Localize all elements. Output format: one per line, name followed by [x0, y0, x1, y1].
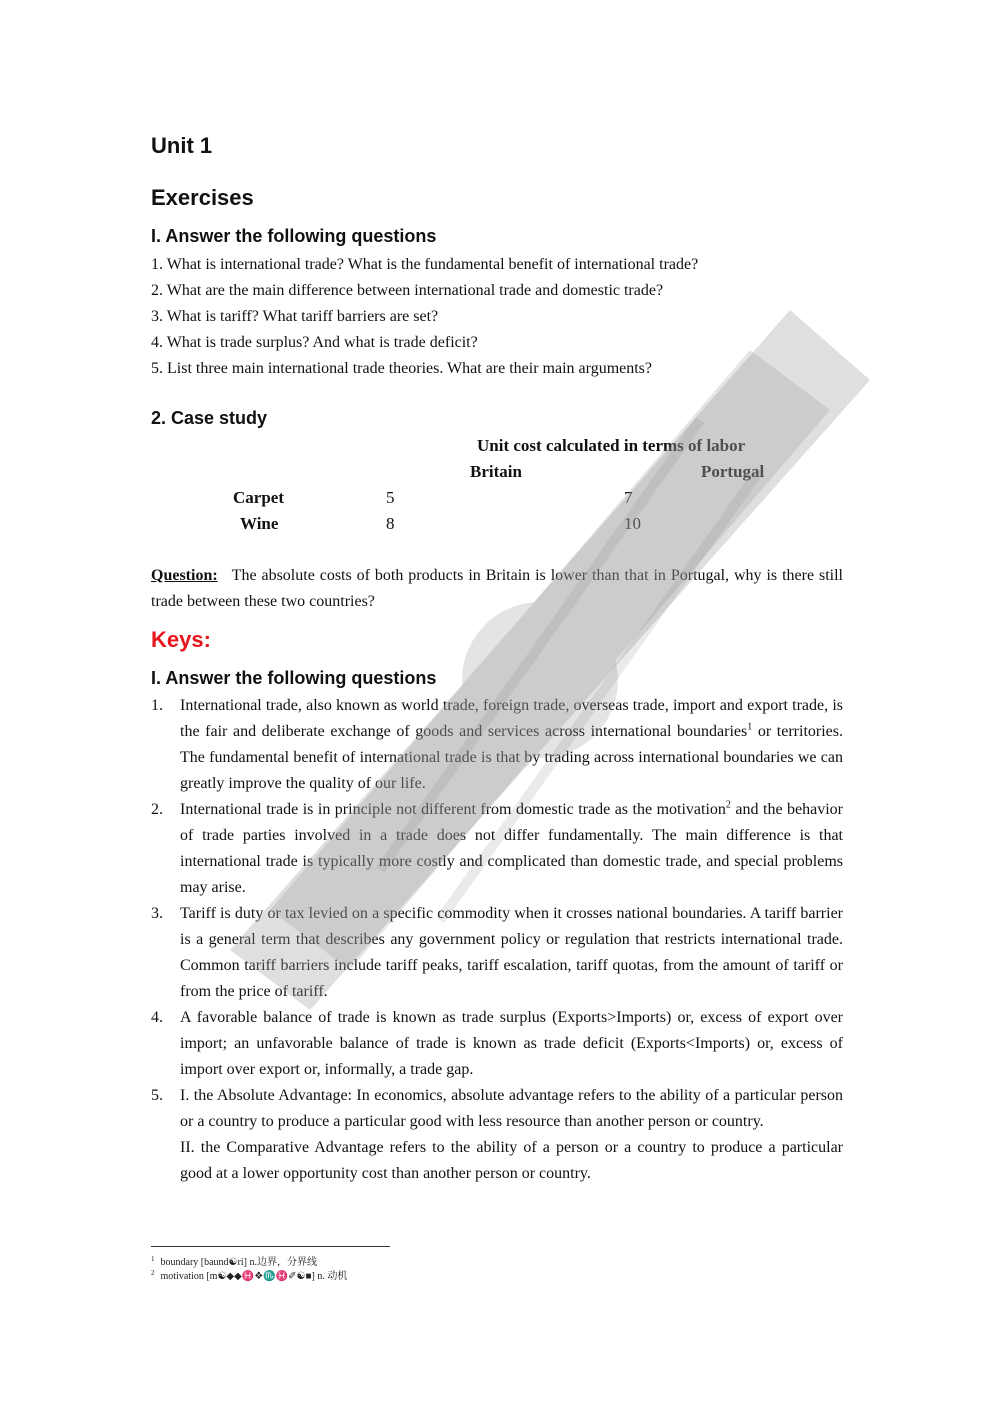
section1-title: I. Answer the following questions: [151, 226, 437, 246]
answer-item: [151, 797, 843, 901]
answer-item: [151, 901, 843, 1005]
column-header-britain: Britain: [470, 462, 522, 481]
carpet-portugal-value: 7: [624, 488, 633, 507]
question-item: 2. What are the main difference between international trade and domestic trade?: [151, 282, 664, 299]
footnotes: [151, 1256, 347, 1284]
row-label-carpet: Carpet: [233, 488, 284, 507]
answer-text: Tariff is duty or tax levied on a specific commodity when it crosses national boundaries. A tariff barrier is a general term that describes any government policy or regulation that restricts international trade. Common tariff barriers include tariff peaks, tariff escalation, tariff quotas, from the amount of tariff or from the price of tariff.: [180, 905, 843, 1000]
footnote: $^2$ motivation [m☯◆◆♓❖♏♓✐☯■] n. 动机: [151, 1268, 348, 1282]
answer-text: International trade is in principle not different from domestic trade as the motivation: [180, 801, 726, 818]
answer-number: 5.: [151, 1087, 163, 1104]
answer-item: [151, 1083, 843, 1187]
case-question: [151, 563, 843, 615]
answer-number: 3.: [151, 905, 163, 922]
column-header-portugal: Portugal: [701, 462, 765, 481]
answer-text: and the behavior of trade parties involved in a trade does not differ fundamentally. The main difference is that international trade is typically more costly and complicated than domestic trade, and special problems may arise.: [180, 801, 844, 896]
answer-number: 2.: [151, 801, 163, 818]
question-label: Question:: [151, 567, 218, 584]
exercises-title: Exercises: [151, 185, 254, 210]
wine-britain-value: 8: [386, 514, 395, 533]
wine-portugal-value: 10: [624, 514, 641, 533]
answers-list: [151, 693, 843, 1187]
answer-number: 4.: [151, 1009, 163, 1026]
answer-item: [151, 1005, 843, 1083]
footnote-divider: [151, 1246, 390, 1247]
unit-title: Unit 1: [151, 133, 213, 158]
answer-text: International trade, also known as world trade, foreign trade, overseas trade, import and export trade, is the fair and deliberate exchange of goods and services across international boundaries: [180, 697, 843, 740]
table-caption: Unit cost calculated in terms of labor: [477, 436, 746, 455]
keys-section-title: I. Answer the following questions: [151, 668, 437, 688]
answer-text: II. the Comparative Advantage refers to the ability of a person or a country to produce a particular good at a lower opportunity cost than another person or country.: [180, 1139, 843, 1182]
question-item: 4. What is trade surplus? And what is trade deficit?: [151, 334, 478, 351]
keys-title: Keys:: [151, 627, 211, 652]
footnote-ref: 2: [725, 799, 731, 811]
carpet-britain-value: 5: [386, 488, 395, 507]
row-label-wine: Wine: [240, 514, 279, 533]
answer-text: I. the Absolute Advantage: In economics, absolute advantage refers to the ability of a particular person or a country to produce a particular good with less resource than another person or country.: [180, 1087, 843, 1130]
answer-text: A favorable balance of trade is known as trade surplus (Exports>Imports) or, excess of export over import; an unfavorable balance of trade is known as trade deficit (Exports<Imports) or, excess of import over export or, informally, a trade gap.: [180, 1009, 843, 1078]
question-item: 5. List three main international trade theories. What are their main arguments?: [151, 360, 653, 377]
questions-list: [151, 252, 698, 382]
answer-number: 1.: [151, 697, 163, 714]
answer-item: [151, 693, 843, 797]
case-study-table: [0, 433, 993, 543]
question-item: 3. What is tariff? What tariff barriers are set?: [151, 308, 439, 325]
question-item: 1. What is international trade? What is the fundamental benefit of international trade?: [151, 256, 699, 273]
case-study-title: 2. Case study: [151, 408, 268, 428]
footnote-ref: 1: [747, 721, 753, 733]
footnote: $^1$ boundary [baund☯ri] n.边界，分界线: [151, 1254, 317, 1268]
question-text: The absolute costs of both products in Britain is lower than that in Portugal, why is there still trade between these two countries?: [151, 567, 843, 610]
answer-text: or territories. The fundamental benefit of international trade is that by trading across international boundaries we can greatly improve the quality of our life.: [180, 723, 844, 792]
